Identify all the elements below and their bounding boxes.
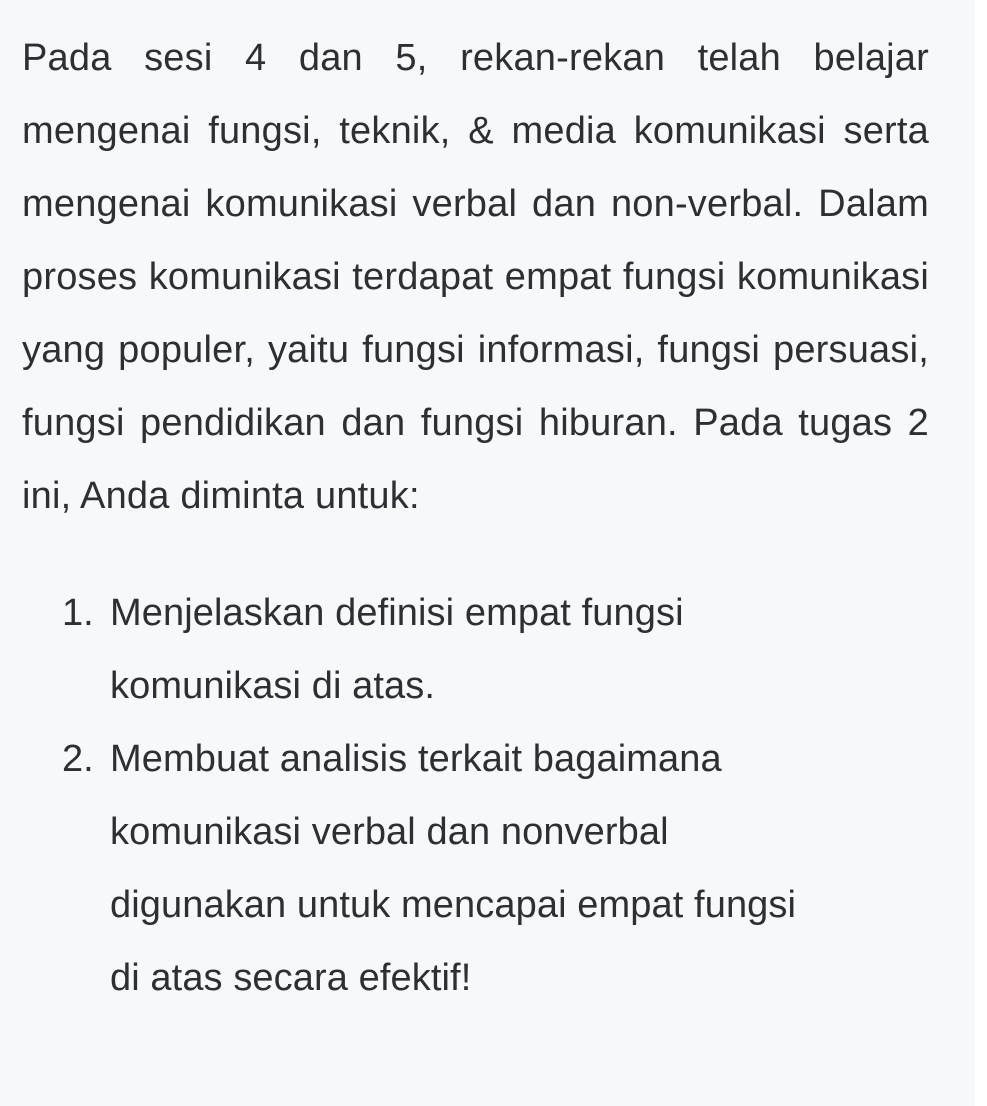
- list-item-text: Menjelaskan definisi empat fungsi komunikasi di atas.: [110, 592, 684, 707]
- list-item-number: 2.: [62, 738, 94, 780]
- intro-paragraph: Pada sesi 4 dan 5, rekan-rekan telah belajar mengenai fungsi, teknik, & media komunikasi serta mengenai komunikasi verbal dan non-verbal. Dalam proses komunikasi terdapat empat fungsi komunikasi yang populer, yaitu fungsi informasi, fungsi persuasi, fungsi pendidikan dan fungsi hiburan. Pada tugas 2 ini, Anda diminta untuk:: [22, 37, 929, 517]
- list-item: [62, 723, 929, 1015]
- list-item-number: 1.: [62, 592, 94, 634]
- list-item: [62, 577, 929, 723]
- task-list: [22, 577, 929, 1015]
- list-item-text: Membuat analisis terkait bagaimana komunikasi verbal dan nonverbal digunakan untuk mencapai empat fungsi di atas secara efektif!: [110, 738, 797, 999]
